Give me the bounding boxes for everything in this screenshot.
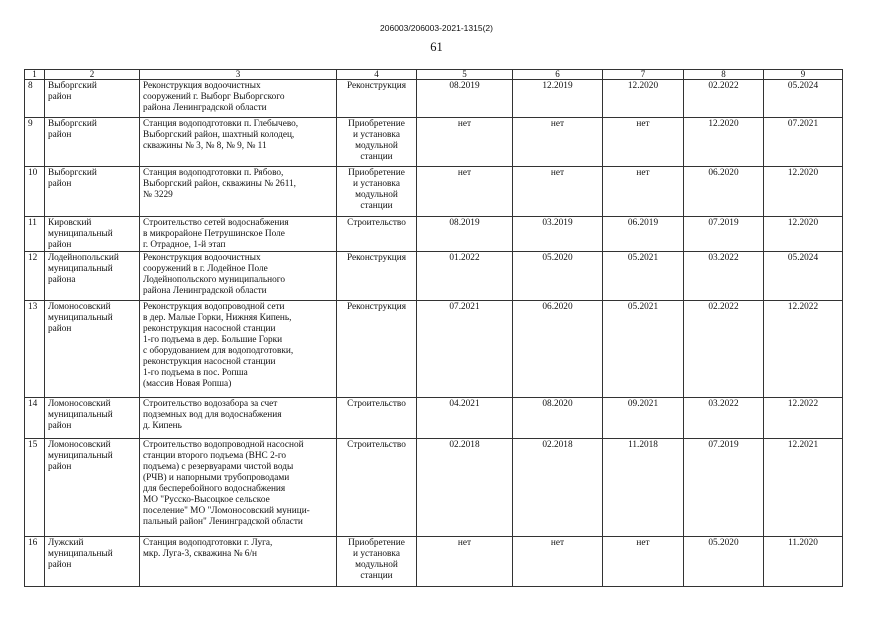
district-line: Выборгский — [48, 81, 97, 91]
date-cell: 03.2019 — [513, 217, 603, 252]
object-line: в дер. Малые Горки, Нижняя Кипень, — [143, 313, 292, 323]
district-line: муниципальный — [48, 313, 113, 323]
district-line: муниципальный — [48, 549, 113, 559]
district-line: Выборгский — [48, 119, 97, 129]
district-line: Кировский — [48, 218, 92, 228]
work-type-line: модульной — [355, 190, 398, 200]
date-cell: 12.2022 — [764, 301, 843, 398]
work-type-line: Приобретение — [348, 119, 405, 129]
work-type-cell — [337, 118, 417, 167]
date-cell: 02.2018 — [513, 439, 603, 537]
table-row — [25, 301, 843, 398]
date-cell: 12.2019 — [513, 80, 603, 118]
object-line: Строительство водозабора за счет — [143, 399, 278, 409]
work-type-cell — [337, 439, 417, 537]
date-cell: 08.2019 — [417, 217, 513, 252]
row-number-cell: 9 — [25, 118, 45, 167]
column-header: 2 — [45, 70, 140, 80]
date-cell: 12.2020 — [764, 167, 843, 217]
object-cell — [140, 80, 337, 118]
date-cell: 12.2022 — [764, 398, 843, 439]
object-line: 1-го подъема в дер. Большие Горки — [143, 335, 283, 345]
district-cell — [45, 252, 140, 301]
object-cell — [140, 217, 337, 252]
date-cell: 03.2022 — [684, 252, 764, 301]
object-line: Реконструкция водоочистных — [143, 81, 261, 91]
district-cell — [45, 118, 140, 167]
work-type-line: и установка — [353, 179, 400, 189]
district-cell — [45, 398, 140, 439]
date-cell: 12.2021 — [764, 439, 843, 537]
work-type-line: Строительство — [347, 218, 406, 228]
object-cell — [140, 118, 337, 167]
work-type-cell — [337, 301, 417, 398]
district-cell — [45, 167, 140, 217]
table-body — [25, 70, 843, 587]
column-header: 9 — [764, 70, 843, 80]
date-cell: 11.2020 — [764, 537, 843, 587]
date-cell: 02.2022 — [684, 80, 764, 118]
column-header: 4 — [337, 70, 417, 80]
work-type-line: Приобретение — [348, 168, 405, 178]
district-line: Лужский — [48, 538, 84, 548]
date-cell: 05.2024 — [764, 80, 843, 118]
row-number-cell: 8 — [25, 80, 45, 118]
work-type-line: и установка — [353, 130, 400, 140]
district-line: район — [48, 560, 72, 570]
district-cell — [45, 80, 140, 118]
date-cell: 08.2019 — [417, 80, 513, 118]
object-line: для бесперебойного водоснабжения — [143, 484, 286, 494]
date-cell: нет — [603, 118, 684, 167]
district-line: муниципальный — [48, 229, 113, 239]
object-line: скважины № 3, № 8, № 9, № 11 — [143, 141, 267, 151]
work-type-line: модульной — [355, 560, 398, 570]
date-cell: 02.2022 — [684, 301, 764, 398]
table-row — [25, 167, 843, 217]
date-cell: нет — [513, 167, 603, 217]
district-line: района — [48, 275, 76, 285]
column-header: 3 — [140, 70, 337, 80]
row-number-cell: 12 — [25, 252, 45, 301]
date-cell: 06.2020 — [684, 167, 764, 217]
object-line: Выборгский район, шахтный колодец, — [143, 130, 295, 140]
date-cell: 07.2021 — [764, 118, 843, 167]
object-line: 1-го подъема в пос. Ропша — [143, 368, 248, 378]
column-header: 5 — [417, 70, 513, 80]
date-cell: 04.2021 — [417, 398, 513, 439]
object-line: станции второго подъема (ВНС 2-го — [143, 451, 287, 461]
work-type-cell — [337, 167, 417, 217]
date-cell: 02.2018 — [417, 439, 513, 537]
district-cell — [45, 301, 140, 398]
date-cell: 09.2021 — [603, 398, 684, 439]
row-number-cell: 11 — [25, 217, 45, 252]
date-cell: 07.2019 — [684, 217, 764, 252]
district-line: муниципальный — [48, 264, 113, 274]
object-line: подъема) с резервуарами чистой воды — [143, 462, 294, 472]
object-line: подземных вод для водоснабжения — [143, 410, 282, 420]
work-type-line: станции — [360, 201, 393, 211]
work-type-line: Приобретение — [348, 538, 405, 548]
object-line: Выборгский район, скважины № 2611, — [143, 179, 296, 189]
object-line: Строительство водопроводной насосной — [143, 440, 304, 450]
work-type-cell — [337, 398, 417, 439]
object-line: поселение" МО "Ломоносовский муници- — [143, 506, 310, 516]
object-line: г. Отрадное, 1-й этап — [143, 240, 226, 250]
date-cell: нет — [417, 167, 513, 217]
object-line: района Ленинградской области — [143, 103, 267, 113]
date-cell: 11.2018 — [603, 439, 684, 537]
object-line: МО "Русско-Высоцкое сельское — [143, 495, 270, 505]
object-line: реконструкция насосной станции — [143, 357, 276, 367]
date-cell: нет — [513, 118, 603, 167]
table-row — [25, 217, 843, 252]
date-cell: 12.2020 — [684, 118, 764, 167]
page-number: 61 — [430, 40, 443, 54]
date-cell: 03.2022 — [684, 398, 764, 439]
object-line: д. Кипень — [143, 421, 182, 431]
work-type-cell — [337, 537, 417, 587]
date-cell: нет — [603, 537, 684, 587]
district-line: Ломоносовский — [48, 440, 111, 450]
object-line: Реконструкция водопроводной сети — [143, 302, 285, 312]
object-line: пальный район" Ленинградской области — [143, 517, 303, 527]
object-line: района Ленинградской области — [143, 286, 267, 296]
district-line: район — [48, 462, 72, 472]
object-cell — [140, 252, 337, 301]
work-type-line: модульной — [355, 141, 398, 151]
work-type-line: Реконструкция — [346, 302, 407, 312]
date-cell: нет — [513, 537, 603, 587]
row-number-cell: 16 — [25, 537, 45, 587]
object-line: в микрорайоне Петрушинское Поле — [143, 229, 285, 239]
object-line: Станция водоподготовки п. Глебычево, — [143, 119, 299, 129]
work-type-cell — [337, 80, 417, 118]
district-cell — [45, 217, 140, 252]
table-row — [25, 439, 843, 537]
work-type-line: и установка — [353, 549, 400, 559]
district-line: муниципальный — [48, 451, 113, 461]
date-cell: 05.2021 — [603, 301, 684, 398]
object-line: № 3229 — [143, 190, 173, 200]
table-row — [25, 118, 843, 167]
district-line: Ломоносовский — [48, 399, 111, 409]
district-line: район — [48, 130, 72, 140]
object-line: Станция водоподготовки г. Луга, — [143, 538, 273, 548]
date-cell: 05.2020 — [684, 537, 764, 587]
work-type-line: станции — [360, 152, 393, 162]
object-line: сооружений в г. Лодейное Поле — [143, 264, 268, 274]
work-type-cell — [337, 252, 417, 301]
date-cell: нет — [417, 537, 513, 587]
column-header: 7 — [603, 70, 684, 80]
row-number-cell: 14 — [25, 398, 45, 439]
column-header: 6 — [513, 70, 603, 80]
table-header-row — [25, 70, 843, 80]
work-type-line: Строительство — [347, 399, 406, 409]
district-cell — [45, 537, 140, 587]
date-cell: 12.2020 — [603, 80, 684, 118]
date-cell: 12.2020 — [764, 217, 843, 252]
object-line: (РЧВ) и напорными трубопроводами — [143, 473, 290, 483]
district-line: район — [48, 240, 72, 250]
district-line: район — [48, 421, 72, 431]
object-cell — [140, 301, 337, 398]
work-type-line: Реконструкция — [346, 81, 407, 91]
object-cell — [140, 439, 337, 537]
date-cell: 07.2019 — [684, 439, 764, 537]
district-line: район — [48, 324, 72, 334]
object-cell — [140, 167, 337, 217]
object-line: с оборудованием для водоподготовки, — [143, 346, 294, 356]
date-cell: нет — [417, 118, 513, 167]
date-cell: 05.2024 — [764, 252, 843, 301]
column-header: 1 — [25, 70, 45, 80]
object-line: сооружений г. Выборг Выборгского — [143, 92, 285, 102]
date-cell: нет — [603, 167, 684, 217]
table-row — [25, 537, 843, 587]
district-line: Лодейнопольский — [48, 253, 119, 263]
district-line: муниципальный — [48, 410, 113, 420]
district-line: район — [48, 179, 72, 189]
row-number-cell: 15 — [25, 439, 45, 537]
work-type-line: Строительство — [347, 440, 406, 450]
object-line: (массив Новая Ропша) — [143, 379, 232, 389]
object-line: реконструкция насосной станции — [143, 324, 276, 334]
work-type-line: Реконструкция — [346, 253, 407, 263]
object-line: мкр. Луга-3, скважина № 6/н — [143, 549, 258, 559]
date-cell: 07.2021 — [417, 301, 513, 398]
table-row — [25, 80, 843, 118]
column-header: 8 — [684, 70, 764, 80]
row-number-cell: 10 — [25, 167, 45, 217]
date-cell: 08.2020 — [513, 398, 603, 439]
object-line: Лодейнопольского муниципального — [143, 275, 286, 285]
object-line: Станция водоподготовки п. Рябово, — [143, 168, 284, 178]
table-row — [25, 252, 843, 301]
object-line: Реконструкция водоочистных — [143, 253, 261, 263]
date-cell: 01.2022 — [417, 252, 513, 301]
district-line: Выборгский — [48, 168, 97, 178]
object-line: Строительство сетей водоснабжения — [143, 218, 289, 228]
row-number-cell: 13 — [25, 301, 45, 398]
document-id: 206003/206003-2021-1315(2) — [380, 23, 493, 33]
date-cell: 06.2019 — [603, 217, 684, 252]
date-cell: 06.2020 — [513, 301, 603, 398]
work-type-line: станции — [360, 571, 393, 581]
district-line: Ломоносовский — [48, 302, 111, 312]
work-type-cell — [337, 217, 417, 252]
district-line: район — [48, 92, 72, 102]
date-cell: 05.2021 — [603, 252, 684, 301]
schedule-table — [24, 69, 843, 587]
object-cell — [140, 537, 337, 587]
district-cell — [45, 439, 140, 537]
date-cell: 05.2020 — [513, 252, 603, 301]
object-cell — [140, 398, 337, 439]
table-row — [25, 398, 843, 439]
